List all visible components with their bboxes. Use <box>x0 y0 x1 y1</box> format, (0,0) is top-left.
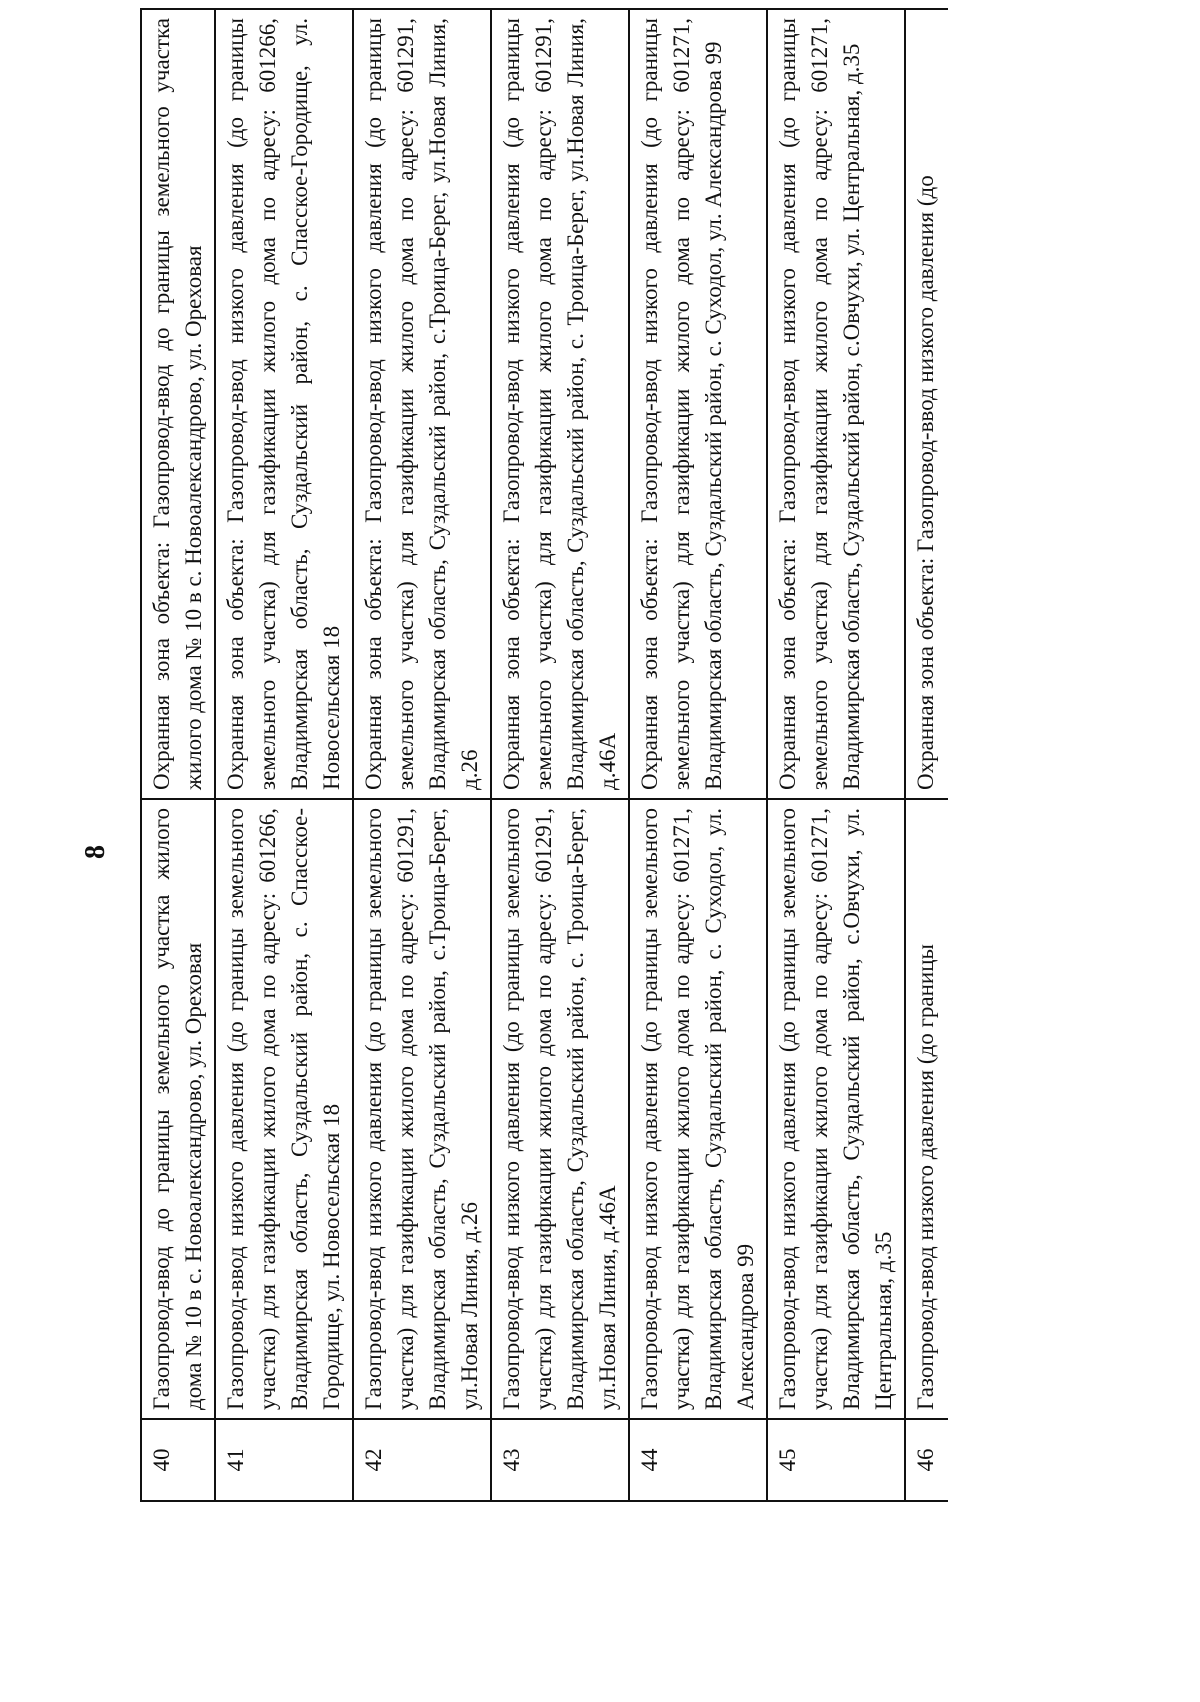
table-row <box>905 9 948 1501</box>
protection-zone-description: Охранная зона объекта: Газопровод-ввод до границы земельного участка жилого дома № 10 в с. Новоалександрово, ул. Ореховая <box>141 9 215 799</box>
row-number: 42 <box>353 1419 491 1501</box>
table-row <box>491 9 629 1501</box>
protection-zone-description: Охранная зона объекта: Газопровод-ввод низкого давления (до границы земельного участка) для газификации жилого дома по адресу: 601271, Владимирская область, Суздальский район, с.Овчухи, ул. Центральная, д.35 <box>767 9 905 799</box>
row-number: 40 <box>141 1419 215 1501</box>
protection-zone-description: Охранная зона объекта: Газопровод-ввод низкого давления (до границы земельного участка) для газификации жилого дома по адресу: 601271, Владимирская область, Суздальский район, с. Суходол, ул. Александрова 99 <box>629 9 767 799</box>
object-description: Газопровод-ввод низкого давления (до границы <box>905 799 948 1419</box>
objects-table <box>140 8 948 1502</box>
table-row <box>629 9 767 1501</box>
page-number: 8 <box>80 845 111 859</box>
protection-zone-description: Охранная зона объекта: Газопровод-ввод низкого давления (до <box>905 9 948 799</box>
object-description: Газопровод-ввод низкого давления (до границы земельного участка) для газификации жилого дома по адресу: 601291, Владимирская область, Суздальский район, с. Троица-Берег, ул.Новая Линия, д.46А <box>491 799 629 1419</box>
object-description: Газопровод-ввод низкого давления (до границы земельного участка) для газификации жилого дома по адресу: 601271, Владимирская область, Суздальский район, с. Суходол, ул. Александрова 99 <box>629 799 767 1419</box>
table-row <box>353 9 491 1501</box>
row-number: 41 <box>215 1419 353 1501</box>
protection-zone-description: Охранная зона объекта: Газопровод-ввод низкого давления (до границы земельного участка) для газификации жилого дома по адресу: 601291, Владимирская область, Суздальский район, с.Троица-Берег, ул.Новая Линия, д.26 <box>353 9 491 799</box>
row-number: 45 <box>767 1419 905 1501</box>
protection-zone-description: Охранная зона объекта: Газопровод-ввод низкого давления (до границы земельного участка) для газификации жилого дома по адресу: 601266, Владимирская область, Суздальский район, с. Спасское-Городище, ул. Новосельская 18 <box>215 9 353 799</box>
object-description: Газопровод-ввод низкого давления (до границы земельного участка) для газификации жилого дома по адресу: 601271, Владимирская область, Суздальский район, с.Овчухи, ул. Центральная, д.35 <box>767 799 905 1419</box>
table-row <box>215 9 353 1501</box>
object-description: Газопровод-ввод низкого давления (до границы земельного участка) для газификации жилого дома по адресу: 601266, Владимирская область, Суздальский район, с. Спасское-Городище, ул. Новосельская 18 <box>215 799 353 1419</box>
protection-zone-description: Охранная зона объекта: Газопровод-ввод низкого давления (до границы земельного участка) для газификации жилого дома по адресу: 601291, Владимирская область, Суздальский район, с. Троица-Берег, ул.Новая Линия, д.46А <box>491 9 629 799</box>
row-number: 44 <box>629 1419 767 1501</box>
table-row <box>767 9 905 1501</box>
table-row <box>141 9 215 1501</box>
row-number: 43 <box>491 1419 629 1501</box>
row-number: 46 <box>905 1419 948 1501</box>
object-description: Газопровод-ввод до границы земельного участка жилого дома № 10 в с. Новоалександрово, ул. Ореховая <box>141 799 215 1419</box>
object-description: Газопровод-ввод низкого давления (до границы земельного участка) для газификации жилого дома по адресу: 601291, Владимирская область, Суздальский район, с.Троица-Берег, ул.Новая Линия, д.26 <box>353 799 491 1419</box>
